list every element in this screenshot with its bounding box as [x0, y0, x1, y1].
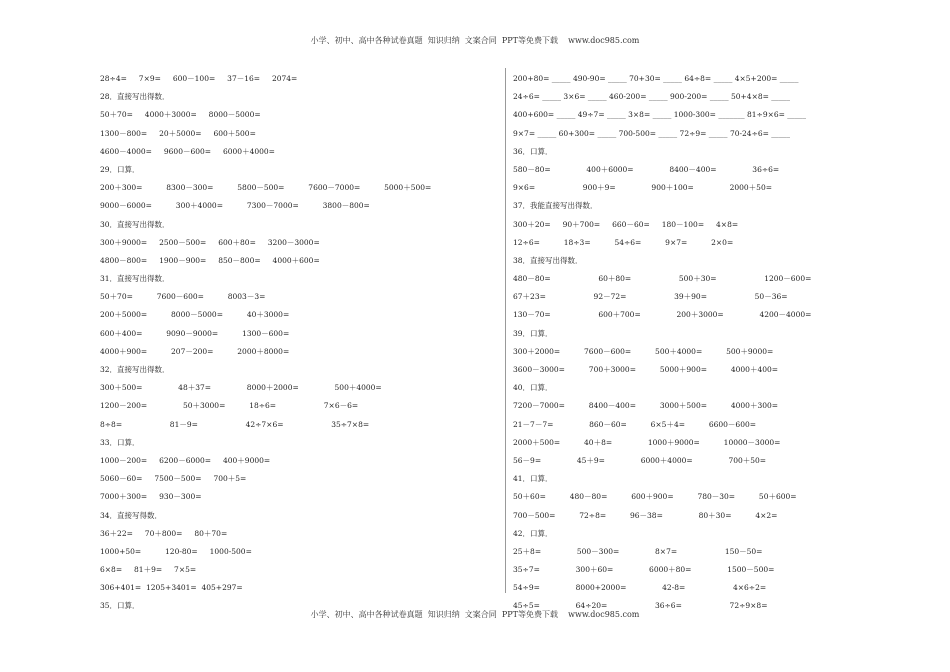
exercise-line: 300＋9000= 2500－500= 600＋80= 3200－3000=	[100, 237, 320, 247]
exercise-line: 56－9= 45＋9= 6000＋4000= 700＋50=	[513, 455, 767, 465]
exercise-line: 42．口算．	[513, 528, 553, 538]
exercise-line: 300＋20= 90＋700= 660－60= 180－100= 4×8=	[513, 219, 739, 229]
right-column	[513, 70, 913, 616]
exercise-line: 7200－7000= 8400－400= 3000＋500= 4000＋300=	[513, 401, 779, 411]
exercise-line: 6×8= 81＋9= 7×5=	[100, 565, 197, 575]
exercise-line: 12÷6= 18÷3= 54÷6= 9×7= 2×0=	[513, 237, 734, 247]
exercise-line: 31．直接写出得数．	[100, 274, 170, 284]
column-divider	[505, 68, 506, 593]
exercise-line: 400+600= _____ 49÷7= _____ 3×8= _____ 1000-300= _______ 81÷9×6= _____	[513, 110, 807, 120]
exercise-line: 35．口算．	[100, 601, 140, 611]
exercise-line: 21－7－7= 860－60= 6×5＋4= 6600－600=	[513, 419, 757, 429]
exercise-line: 480－80= 60＋80= 500＋30= 1200－600=	[513, 274, 812, 284]
exercise-line: 200+80= _____ 490-90= _____ 70+30= _____ 64÷8= _____ 4×5+200= _____	[513, 74, 799, 83]
exercise-line: 8÷8= 81－9= 42÷7×6= 35÷7×8=	[100, 419, 370, 429]
exercise-line: 29．口算．	[100, 164, 140, 174]
exercise-line: 35÷7= 300＋60= 6000＋80= 1500－500=	[513, 565, 775, 575]
exercise-line: 580－80= 400＋6000= 8400－400= 36÷6=	[513, 164, 780, 174]
exercise-line: 45÷5= 64÷20= 36÷6= 72÷9×8=	[513, 601, 768, 611]
exercise-line: 41．口算．	[513, 474, 553, 484]
exercise-line: 54÷9= 8000+2000= 42-8= 4×6÷2=	[513, 583, 767, 593]
exercise-line: 300＋500= 48＋37= 8000＋2000= 500＋4000=	[100, 383, 382, 393]
exercise-line: 67＋23= 92－72= 39＋90= 50－36=	[513, 292, 788, 302]
exercise-line: 1000+50= 120-80= 1000-500=	[100, 546, 252, 556]
exercise-line: 37．我能直接写出得数．	[513, 201, 598, 211]
exercise-line: 38．直接写出得数．	[513, 255, 583, 265]
exercise-line: 30．直接写出得数．	[100, 219, 170, 229]
exercise-line: 50＋70= 7600－600= 8003－3=	[100, 292, 266, 302]
exercise-line: 25＋8= 500－300= 8×7= 150－50=	[513, 546, 763, 556]
exercise-line: 300＋2000= 7600－600= 500＋4000= 500＋9000=	[513, 346, 774, 356]
exercise-line: 1000－200= 6200－6000= 400＋9000=	[100, 455, 271, 465]
exercise-line: 4000＋900= 207－200= 2000＋8000=	[100, 346, 290, 356]
exercise-line: 5060－60= 7500－500= 700＋5=	[100, 474, 247, 484]
exercise-line: 700－500= 72÷8= 96－38= 80＋30= 4×2=	[513, 510, 778, 520]
exercise-line: 3600－3000= 700＋3000= 5000＋900= 4000＋400=	[513, 365, 779, 374]
exercise-line: 28÷4= 7×9= 600－100= 37－16= 2074=	[100, 74, 298, 83]
exercise-line: 600＋400= 9090－9000= 1300－600=	[100, 328, 290, 338]
exercise-line: 24÷6= _____ 3×6= _____ 460-200= _____ 900-200= _____ 50+4×8= _____	[513, 92, 791, 102]
exercise-line: 33．口算．	[100, 437, 140, 447]
exercise-line: 4600－4000= 9600－600= 6000＋4000=	[100, 146, 275, 156]
exercise-line: 32．直接写出得数．	[100, 365, 170, 374]
exercise-line: 9×6= 900＋9= 900＋100= 2000＋50=	[513, 183, 773, 193]
exercise-line: 7000＋300= 930－300=	[100, 492, 202, 502]
exercise-line: 50＋70= 4000＋3000= 8000－5000=	[100, 110, 261, 120]
exercise-line: 36＋22= 70＋800= 80＋70=	[100, 528, 228, 538]
exercise-line: 39．口算．	[513, 328, 553, 338]
exercise-line: 36．口算．	[513, 146, 553, 156]
exercise-line: 200＋5000= 8000－5000= 40＋3000=	[100, 310, 290, 320]
page-header: 小学、初中、高中各种试卷真题 知识归纳 文案合同 PPT等免费下载 www.doc985.com	[310, 36, 640, 45]
exercise-line: 2000＋500= 40＋8= 1000＋9000= 10000－3000=	[513, 437, 781, 447]
exercise-line: 4800－800= 1900－900= 850－800= 4000＋600=	[100, 255, 320, 265]
exercise-line: 9×7= _____ 60+300= _____ 700-500= _____ 72÷9= _____ 70-24÷6= _____	[513, 128, 791, 138]
page-footer: 小学、初中、高中各种试卷真题 知识归纳 文案合同 PPT等免费下载 www.doc985.com	[310, 610, 640, 619]
exercise-line: 40．口算．	[513, 383, 553, 393]
exercise-line: 1200－200= 50＋3000= 18÷6= 7×6－6=	[100, 401, 359, 411]
exercise-line: 130－70= 600＋700= 200＋3000= 4200－4000=	[513, 310, 812, 320]
exercise-line: 50＋60= 480－80= 600＋900= 780－30= 50＋600=	[513, 492, 797, 502]
exercise-line: 28．直接写出得数．	[100, 92, 170, 102]
exercise-line: 1300－800= 20＋5000= 600＋500=	[100, 128, 256, 138]
exercise-line: 306+401= 1205+3401= 405+297=	[100, 583, 243, 593]
exercise-line: 9000－6000= 300＋4000= 7300－7000= 3800－800=	[100, 201, 370, 211]
exercise-line: 200＋300= 8300－300= 5800－500= 7600－7000= 5000＋500=	[100, 183, 432, 193]
exercise-line: 34．直接写得数．	[100, 510, 163, 520]
left-column	[100, 70, 500, 616]
